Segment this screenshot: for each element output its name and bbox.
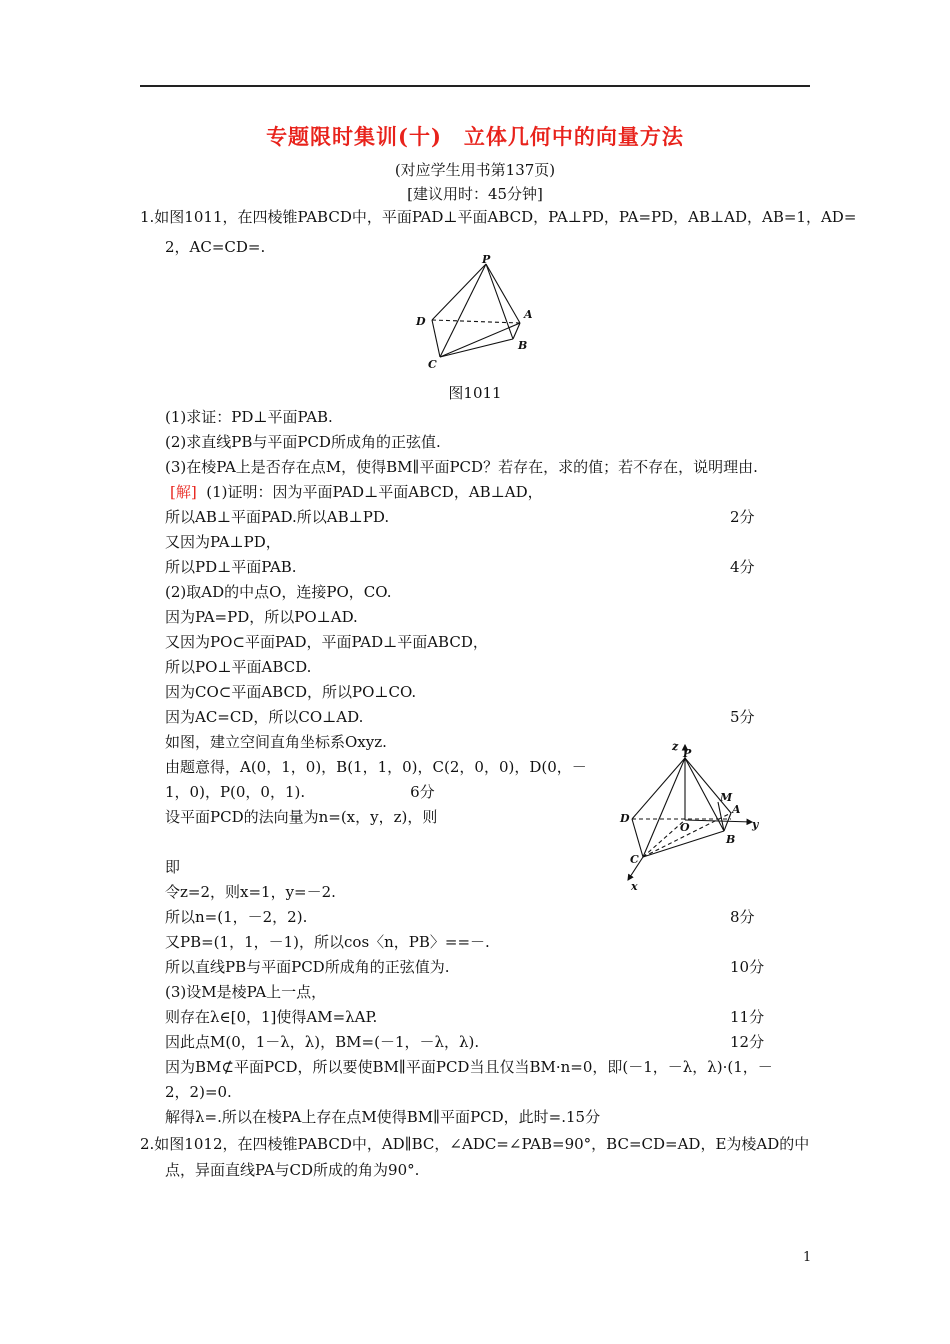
solution-line: 又PB=(1，1，－1)，所以cos〈n，PB〉==－. bbox=[165, 933, 490, 951]
solution-first-line bbox=[170, 482, 543, 502]
page-title: 专题限时集训(十) 立体几何中的向量方法 bbox=[266, 124, 684, 149]
fig2-label-d: D bbox=[620, 812, 630, 825]
score-mark: 11分 bbox=[730, 1008, 765, 1026]
score-mark: 8分 bbox=[730, 908, 755, 926]
solution-line: 1，0)，P(0，0，1). 6分 bbox=[165, 783, 435, 801]
solution-line: 又因为PO⊂平面PAD，平面PAD⊥平面ABCD， bbox=[165, 633, 488, 651]
fig2-label-z: z bbox=[672, 740, 679, 753]
score-mark: 4分 bbox=[730, 558, 755, 576]
score-mark: 10分 bbox=[730, 958, 765, 976]
subtitle-time: [建议用时：45分钟] bbox=[407, 185, 543, 203]
fig2-label-a: A bbox=[732, 803, 741, 816]
fig1-label-b: B bbox=[518, 339, 528, 352]
fig1-label-a: A bbox=[524, 308, 533, 321]
score-mark: 2分 bbox=[730, 508, 755, 526]
top-rule bbox=[140, 85, 810, 87]
q2-line-2: 点，异面直线PA与CD所成的角为90°. bbox=[165, 1161, 420, 1179]
fig1-label-d: D bbox=[416, 315, 426, 328]
solution-line: 由题意得，A(0，1，0)，B(1，1，0)，C(2，0，0)，D(0，－ bbox=[165, 758, 587, 776]
solution-line: 所以n=(1，－2，2). bbox=[165, 908, 308, 926]
q1-part-1: (1)求证：PD⊥平面PAB. bbox=[165, 408, 333, 426]
solution-line: 2，2)=0. bbox=[165, 1083, 232, 1101]
fig2-label-x: x bbox=[631, 880, 638, 893]
solution-line: 因为AC=CD，所以CO⊥AD. bbox=[165, 708, 364, 726]
subtitle-reference: (对应学生用书第137页) bbox=[394, 161, 556, 179]
fig2-label-o: O bbox=[680, 821, 690, 834]
solution-line-0: (1)证明：因为平面PAD⊥平面ABCD，AB⊥AD， bbox=[206, 483, 543, 501]
solution-line: 解得λ=.所以在棱PA上存在点M使得BM∥平面PCD，此时=.15分 bbox=[165, 1108, 601, 1126]
fig2-label-y: y bbox=[752, 818, 759, 831]
q1-part-3: (3)在棱PA上是否存在点M，使得BM∥平面PCD？若存在，求的值；若不存在，说明理由. bbox=[165, 458, 758, 476]
fig2-label-c: C bbox=[630, 853, 639, 866]
solution-line: (2)取AD的中点O，连接PO，CO. bbox=[165, 583, 392, 601]
solution-line: 又因为PA⊥PD， bbox=[165, 533, 281, 551]
score-mark: 12分 bbox=[730, 1033, 765, 1051]
solution-line: 所以PD⊥平面PAB. bbox=[165, 558, 297, 576]
page-number: 1 bbox=[803, 1250, 812, 1265]
fig2-label-b: B bbox=[726, 833, 736, 846]
solution-line: 因为PA=PD，所以PO⊥AD. bbox=[165, 608, 358, 626]
q2-line-1: 2.如图1012，在四棱锥PABCD中，AD∥BC，∠ADC=∠PAB=90°，BC=CD=AD，E为棱AD的中 bbox=[140, 1135, 810, 1153]
solution-tag: [解] bbox=[170, 483, 197, 501]
solution-line: 因为CO⊂平面ABCD，所以PO⊥CO. bbox=[165, 683, 417, 701]
q1-part-2: (2)求直线PB与平面PCD所成角的正弦值. bbox=[165, 433, 441, 451]
solution-line: 因为BM⊄平面PCD，所以要使BM∥平面PCD当且仅当BM·n=0，即(－1，－λ，λ)·(1，－ bbox=[165, 1058, 773, 1076]
solution-line: 所以PO⊥平面ABCD. bbox=[165, 658, 312, 676]
solution-line: 所以AB⊥平面PAD.所以AB⊥PD. bbox=[165, 508, 390, 526]
q1-line-2: 2，AC=CD=. bbox=[165, 238, 266, 256]
solution-line: 如图，建立空间直角坐标系Oxyz. bbox=[165, 733, 387, 751]
fig2-label-p: P bbox=[683, 747, 692, 760]
q1-line-1: 1.如图1011，在四棱锥PABCD中，平面PAD⊥平面ABCD，PA⊥PD，PA=PD，AB⊥AD，AB=1，AD= bbox=[140, 208, 857, 226]
solution-line: 令z=2，则x=1，y=－2. bbox=[165, 883, 336, 901]
solution-line: 所以直线PB与平面PCD所成角的正弦值为. bbox=[165, 958, 450, 976]
figure-1011 bbox=[410, 255, 540, 375]
fig2-label-m: M bbox=[720, 791, 733, 804]
fig1-label-c: C bbox=[428, 358, 437, 371]
solution-line: (3)设M是棱PA上一点， bbox=[165, 983, 327, 1001]
figure-coordinate-system bbox=[610, 735, 770, 895]
solution-line: 则存在λ∈[0，1]使得AM=λAP. bbox=[165, 1008, 378, 1026]
solution-line: 即 bbox=[165, 858, 181, 876]
figure-1011-caption: 图1011 bbox=[448, 384, 502, 402]
fig1-label-p: P bbox=[482, 255, 491, 266]
solution-line: 设平面PCD的法向量为n=(x，y，z)，则 bbox=[165, 808, 438, 826]
solution-line: 因此点M(0，1－λ，λ)，BM=(－1，－λ，λ). bbox=[165, 1033, 480, 1051]
score-mark: 5分 bbox=[730, 708, 755, 726]
